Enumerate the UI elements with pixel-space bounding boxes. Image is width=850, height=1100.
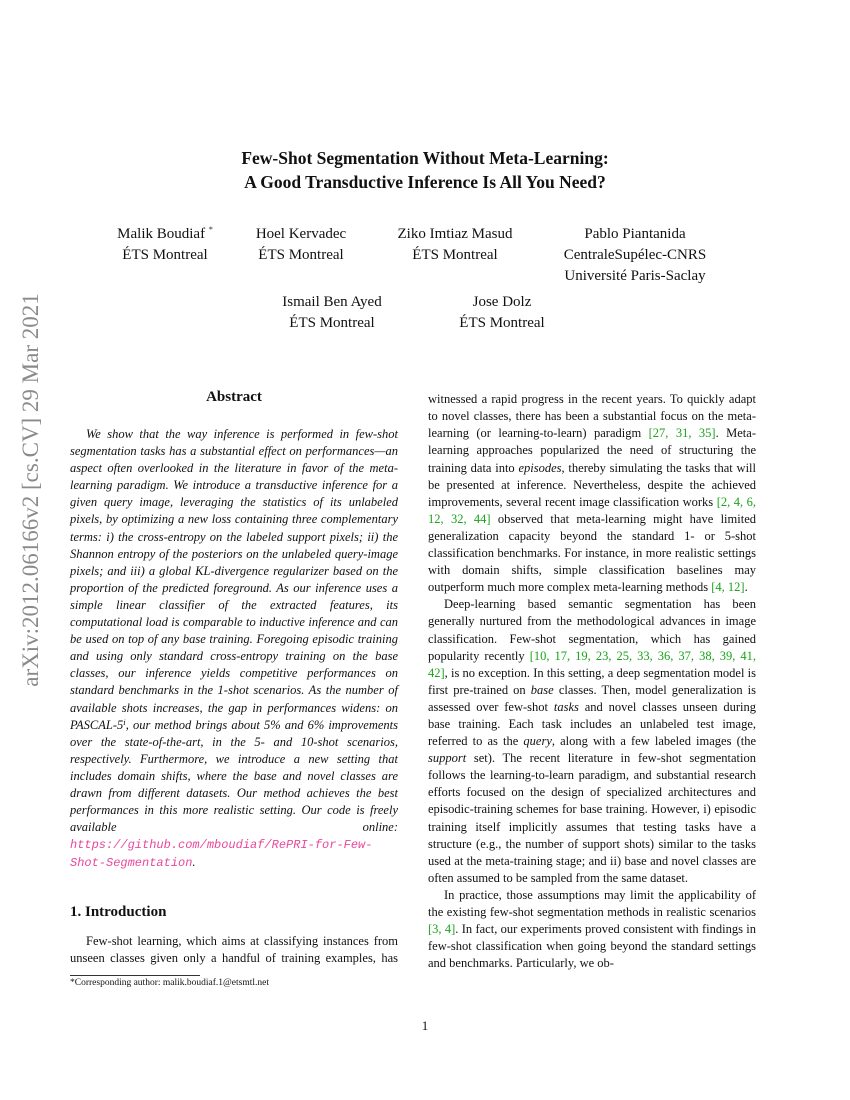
- intro-text: . Meta-learning approaches popularized the need of structuring the training data into: [428, 426, 756, 475]
- author-affiliation: ÉTS Montreal: [122, 247, 208, 263]
- intro-text: , is no exception. In this setting, a deep segmentation model is first pre-trained on: [428, 665, 756, 697]
- author-name: Jose Dolz: [472, 294, 532, 310]
- author-affiliation: ÉTS Montreal: [289, 315, 375, 331]
- paper-title: [0, 146, 850, 194]
- author-affiliation: CentraleSupélec-CNRS: [563, 247, 707, 263]
- intro-text: and novel classes unseen during base training. Each task includes an unlabeled test image, referred to as the: [428, 699, 756, 749]
- title-line-1: Few-Shot Segmentation Without Meta-Learning:: [241, 148, 609, 168]
- intro-paragraph-2: [428, 596, 756, 887]
- citation[interactable]: [3, 4]: [428, 922, 456, 937]
- abstract-body: [70, 426, 398, 872]
- emph-support: support: [428, 751, 467, 766]
- footnote-rule: [70, 975, 200, 976]
- intro-text: Few-shot learning, which aims at classifying instances from unseen classes given only a handful of training examples, has: [70, 934, 398, 966]
- title-line-2: A Good Transductive Inference Is All You Need?: [244, 172, 606, 192]
- author-name: Malik Boudiaf: [117, 226, 206, 242]
- author-name: Hoel Kervadec: [255, 226, 347, 242]
- footnote: *Corresponding author: malik.boudiaf.1@etsmtl.net: [70, 978, 269, 988]
- citation[interactable]: [2, 4, 6, 12, 32, 44]: [428, 494, 756, 526]
- intro-text: In practice, those assumptions may limit the applicability of the existing few-shot segmentation methods in realistic scenarios: [428, 887, 756, 919]
- author-5: [262, 292, 402, 334]
- abstract-text: We show that the way inference is performed in few-shot segmentation tasks has a substantial effect on performances—an aspect often overlooked in the literature in favor of the meta-learning paradigm. We introduce a transductive inference for a given query image, leveraging the statistics of its unlabeled pixels, by optimizing a new loss containing three complementary terms: i) the cross-entropy on the labeled support pixels; ii) the Shannon entropy of the posteriors on the unlabeled query-image pixels; and iii) a global KL-divergence regularizer based on the proportion of the predicted foreground. As our inference uses a simple linear classifier of the extracted features, its computational load is comparable to inductive inference and can be used on top of any base training. Foregoing episodic training and using only standard cross-entropy training on the base classes, our inference yields competitive performances on standard benchmarks in the 1-shot scenarios. As the number of available shots increases, the gap in performances widens: on PASCAL-5ⁱ, our method brings about 5% and 6% improvements over the state-of-the-art, in the 5- and 10-shot scenarios, respectively. Furthermore, we introduce a new setting that includes domain shifts, where the base and novel classes are drawn from different datasets. Our method achieves the best performances in this more realistic setting. Our code is freely available online:: [70, 427, 398, 835]
- author-name: Pablo Piantanida: [584, 226, 686, 242]
- intro-text: set). The recent literature in few-shot segmentation follows the learning-to-learn paradigm, and substantial research efforts focused on the design of specialized architectures and episodic-training schemes for base training. However, i) episodic training itself implicitly assumes that testing tasks have a structure (e.g., the number of support shots) similar to the tasks used at the meta-training stage; and ii) base and novel classes are often assumed to be sampled from the same dataset.: [428, 751, 756, 885]
- author-affiliation: ÉTS Montreal: [459, 315, 545, 331]
- author-affiliation-2: Université Paris-Saclay: [564, 268, 706, 284]
- intro-text: .: [744, 580, 748, 595]
- abstract-period: .: [192, 855, 196, 870]
- corresponding-mark: *: [208, 225, 213, 234]
- intro-text: Deep-learning based semantic segmentation has been generally nurtured from the methodological advances in image classification. Few-shot segmentation, which has gained popularity recently: [428, 597, 756, 663]
- emph-tasks: tasks: [553, 699, 579, 714]
- citation[interactable]: [4, 12]: [711, 580, 745, 595]
- intro-paragraph-1-continued: [428, 391, 756, 972]
- intro-paragraph-3: [428, 887, 756, 972]
- abstract-heading: Abstract: [206, 389, 262, 405]
- intro-paragraph-1-start: [70, 933, 398, 968]
- arxiv-stamp: arXiv:2012.06166v2 [cs.CV] 29 Mar 2021: [18, 293, 43, 687]
- author-6: [432, 292, 572, 334]
- section-heading-introduction: 1. Introduction: [70, 904, 167, 920]
- intro-text: , along with a few labeled images (the: [551, 734, 756, 749]
- author-affiliation: ÉTS Montreal: [412, 247, 498, 263]
- author-name: Ziko Imtiaz Masud: [397, 226, 513, 242]
- intro-text: observed that meta-learning might have limited generalization capacity beyond the standard 1- or 5-shot classification benchmarks. For instance, in more realistic settings with domain shifts, simple classification baselines may outperform much more complex meta-learning methods: [428, 511, 756, 595]
- citation[interactable]: [27, 31, 35]: [648, 426, 716, 441]
- emph-base: base: [530, 682, 554, 697]
- intro-text: witnessed a rapid progress in the recent years. To quickly adapt to novel classes, there has been a substantial focus on the meta-learning (or learning-to-learn) paradigm: [428, 392, 756, 441]
- citation[interactable]: [10, 17, 19, 23, 25, 33, 36, 37, 38, 39, 41, 42]: [428, 648, 756, 680]
- intro-col-left: [70, 933, 398, 968]
- code-link[interactable]: https://github.com/mboudiaf/RePRI-for-Few-Shot-Segmentation: [70, 838, 373, 871]
- author-affiliation: ÉTS Montreal: [258, 247, 344, 263]
- intro-text: , thereby simulating the tasks that will be presented at inference. Nevertheless, despite the achieved improvements, several recent image classification works: [428, 460, 756, 509]
- intro-col-right: [428, 391, 756, 991]
- author-4: [550, 224, 720, 287]
- intro-text: . In fact, our experiments proved consistent with findings in few-shot classification when going beyond the standard settings and benchmarks. Particularly, we ob-: [428, 922, 756, 971]
- author-1: [100, 224, 230, 266]
- author-3: [380, 224, 530, 266]
- author-2: [236, 224, 366, 266]
- emph-query: query: [523, 734, 552, 749]
- intro-text: classes. Then, model generalization is assessed over few-shot: [428, 682, 756, 714]
- page-number: 1: [421, 1018, 429, 1033]
- emph-episodes: episodes: [518, 460, 562, 475]
- author-name: Ismail Ben Ayed: [282, 294, 382, 310]
